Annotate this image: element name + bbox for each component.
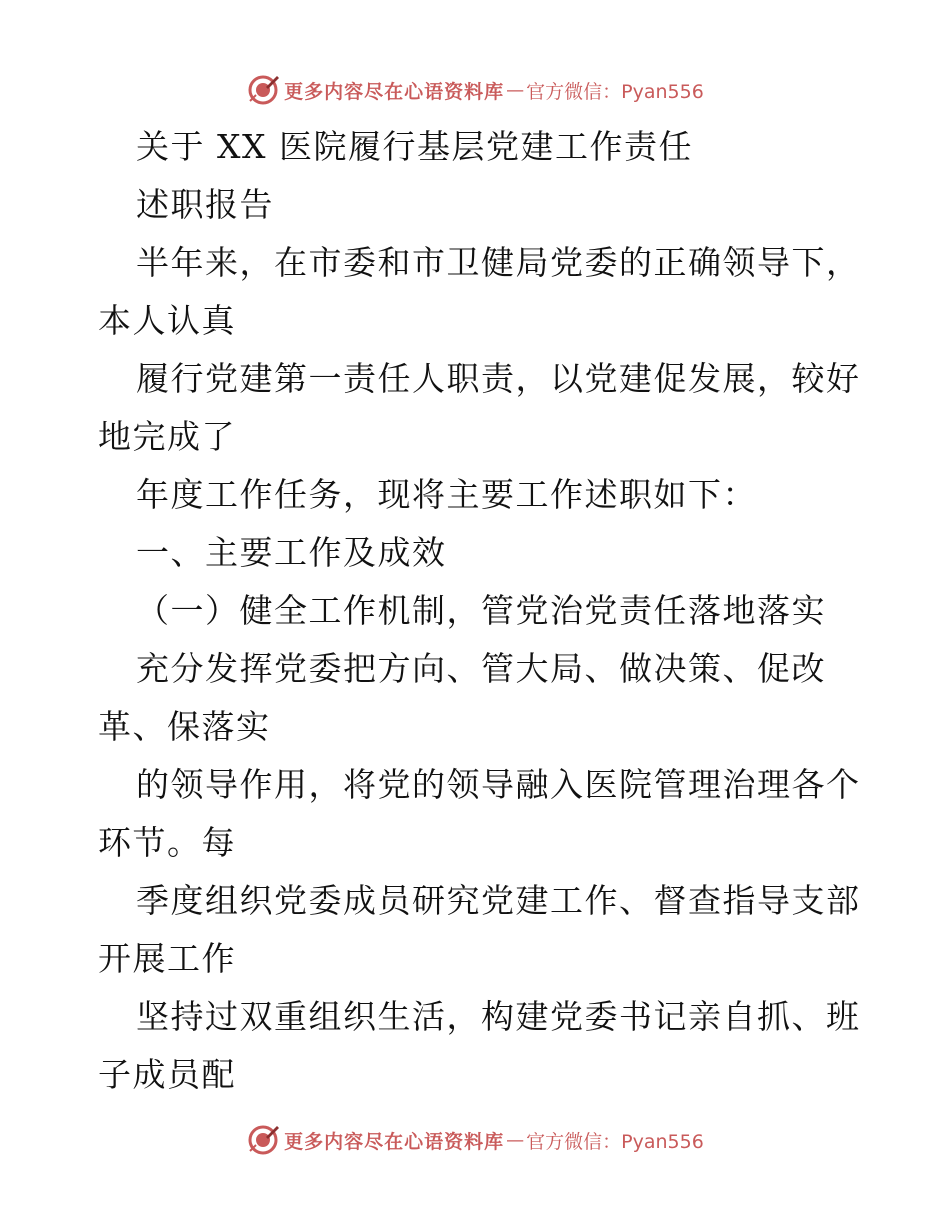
doc-paragraph-line: 子成员配 (98, 1055, 236, 1094)
doc-title-line: 述职报告 (136, 185, 274, 224)
document-body (98, 118, 861, 1104)
doc-paragraph-line: 革、保落实 (98, 707, 271, 746)
pen-logo-icon (246, 1123, 280, 1157)
doc-paragraph-line: 环节。每 (98, 823, 236, 862)
banner-wechat-text: 官方微信：Pyan556 (526, 1130, 704, 1153)
doc-paragraph-line: 半年来，在市委和市卫健局党委的正确领导下， (136, 243, 861, 282)
doc-paragraph-line: 年度工作任务，现将主要工作述职如下： (136, 475, 757, 514)
doc-paragraph-line: 本人认真 (98, 301, 236, 340)
doc-paragraph-line: 充分发挥党委把方向、管大局、做决策、促改 (136, 649, 826, 688)
doc-paragraph-line: 地完成了 (98, 417, 236, 456)
banner-brand-text: 更多内容尽在心语资料库 (284, 80, 505, 103)
doc-paragraph-line: 季度组织党委成员研究党建工作、督查指导支部 (136, 881, 861, 920)
banner-separator: — (506, 79, 525, 101)
pen-logo-icon (246, 73, 280, 107)
banner-brand-text: 更多内容尽在心语资料库 (284, 1130, 505, 1153)
doc-subsection-heading: （一）健全工作机制，管党治党责任落地落实 (136, 591, 826, 630)
doc-paragraph-line: 履行党建第一责任人职责，以党建促发展，较好 (136, 359, 861, 398)
doc-title-line: 关于 XX 医院履行基层党建工作责任 (136, 127, 693, 166)
footer-banner (0, 1120, 950, 1160)
doc-paragraph-line: 的领导作用，将党的领导融入医院管理治理各个 (136, 765, 861, 804)
banner-wechat-text: 官方微信：Pyan556 (526, 80, 704, 103)
doc-section-heading: 一、主要工作及成效 (136, 533, 447, 572)
doc-paragraph-line: 开展工作 (98, 939, 236, 978)
doc-paragraph-line: 坚持过双重组织生活，构建党委书记亲自抓、班 (136, 997, 861, 1036)
header-banner (0, 70, 950, 110)
banner-separator: — (506, 1129, 525, 1151)
